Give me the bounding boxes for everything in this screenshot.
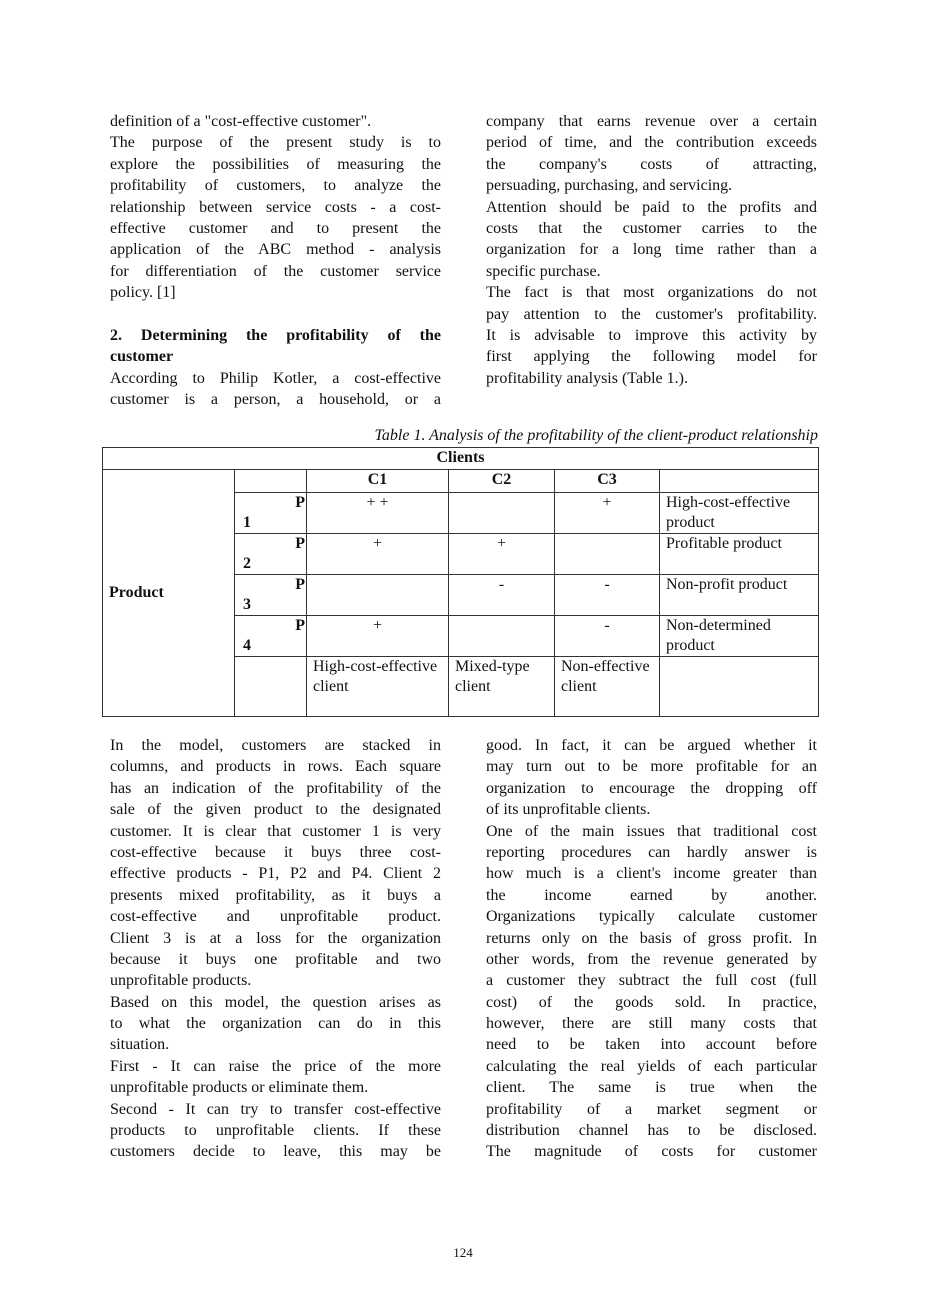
profit-cell	[449, 493, 555, 534]
text-line: customers decide to leave, this may be	[110, 1143, 441, 1161]
client-type: Non-effective client	[555, 657, 660, 717]
text-line: The purpose of the present study is to	[110, 134, 441, 152]
paragraph	[110, 1056, 441, 1099]
text-line: pay attention to the customer's profitability.	[486, 305, 817, 323]
text-line: reporting procedures can hardly answer is	[486, 843, 817, 861]
text-line: has an indication of the profitability of the	[110, 779, 441, 797]
text-line: Second - It can try to transfer cost-effective	[110, 1100, 441, 1118]
text-line: profitability of a market segment or	[486, 1100, 817, 1118]
client-col-header: C2	[449, 470, 555, 493]
text-line: period of time, and the contribution exceeds	[486, 134, 817, 152]
text-line: columns, and products in rows. Each square	[110, 758, 441, 776]
text-line: Based on this model, the question arises as	[110, 993, 441, 1011]
product-type: High-cost-effective product	[660, 493, 819, 534]
product-label: P 4	[235, 616, 307, 657]
text-line: persuading, purchasing, and servicing.	[486, 177, 733, 195]
text-line: distribution channel has to be disclosed.	[486, 1122, 817, 1140]
text-column-top-right	[486, 111, 817, 389]
product-header: Product	[103, 470, 235, 717]
profit-cell	[449, 616, 555, 657]
text-line: Attention should be paid to the profits and	[486, 198, 817, 216]
text-line: calculating the real yields of each particular	[486, 1057, 817, 1075]
text-line: cost-effective because it buys three cost-	[110, 843, 441, 861]
text-line: unprofitable products.	[110, 972, 252, 990]
text-line: situation.	[110, 1036, 170, 1054]
text-line: policy. [1]	[110, 284, 176, 302]
empty-cell	[660, 657, 819, 717]
clients-header: Clients	[103, 448, 819, 470]
paragraph	[110, 992, 441, 1056]
text-line: client. The same is true when the	[486, 1079, 817, 1097]
empty-cell	[660, 470, 819, 493]
text-line: for differentiation of the customer service	[110, 262, 441, 280]
paragraph	[110, 111, 441, 132]
text-line: organization for a long time rather than a	[486, 241, 817, 259]
text-line: of its unprofitable clients.	[486, 801, 651, 819]
text-line: how much is a client's income greater than	[486, 865, 817, 883]
profit-cell	[555, 534, 660, 575]
text-line: products to unprofitable clients. If these	[110, 1122, 441, 1140]
client-type: Mixed-type client	[449, 657, 555, 717]
text-column-top-left	[110, 111, 441, 410]
text-line: explore the possibilities of measuring the	[110, 155, 441, 173]
text-line: relationship between service costs - a cost-	[110, 198, 441, 216]
product-type: Non-determined product	[660, 616, 819, 657]
text-line: company that earns revenue over a certain	[486, 113, 817, 130]
text-line: According to Philip Kotler, a cost-effective	[110, 369, 441, 387]
text-column-bottom-left	[110, 735, 441, 1163]
text-line: need to be taken into account before	[486, 1036, 817, 1054]
product-label: P 1	[235, 493, 307, 534]
text-line: The magnitude of costs for customer	[486, 1143, 817, 1161]
profitability-table	[102, 447, 819, 717]
profit-cell: +	[307, 616, 449, 657]
text-line: customer. It is clear that customer 1 is very	[110, 822, 441, 840]
table-caption: Table 1. Analysis of the profitability of the client-product relationship	[374, 427, 818, 444]
text-line: costs that the customer carries to the	[486, 219, 817, 237]
section-heading	[110, 325, 441, 368]
product-label: P 3	[235, 575, 307, 616]
paragraph	[486, 282, 817, 389]
empty-cell	[235, 657, 307, 717]
client-type: High-cost-effective client	[307, 657, 449, 717]
text-line: first applying the following model for	[486, 348, 817, 366]
profit-cell: +	[555, 493, 660, 534]
text-line: the company's costs of attracting,	[486, 155, 817, 173]
profit-cell: -	[449, 575, 555, 616]
paragraph	[110, 368, 441, 411]
text-line: Organizations typically calculate customer	[486, 908, 817, 926]
text-column-bottom-right	[486, 735, 817, 1163]
text-line: specific purchase.	[486, 262, 601, 280]
text-line: to what the organization can do in this	[110, 1015, 441, 1033]
profit-cell: -	[555, 616, 660, 657]
paragraph-gap	[110, 304, 441, 325]
product-type: Non-profit product	[660, 575, 819, 616]
text-line: because it buys one profitable and two	[110, 950, 441, 968]
text-line: application of the ABC method - analysis	[110, 241, 441, 259]
profit-cell: +	[307, 534, 449, 575]
text-line: profitability of customers, to analyze the	[110, 177, 441, 195]
text-line: customer	[110, 348, 174, 366]
text-line: the income earned by another.	[486, 886, 817, 904]
paragraph	[486, 735, 817, 821]
text-line: The fact is that most organizations do not	[486, 284, 817, 302]
text-line: customer is a person, a household, or a	[110, 391, 441, 409]
profit-cell: + +	[307, 493, 449, 534]
text-line: a customer they subtract the full cost (full	[486, 972, 817, 990]
text-line: In the model, customers are stacked in	[110, 737, 441, 754]
text-line: returns only on the basis of gross profit. In	[486, 929, 817, 947]
paragraph	[486, 821, 817, 1163]
paragraph	[110, 735, 441, 992]
text-line: may turn out to be more profitable for an	[486, 758, 817, 776]
text-line: organization to encourage the dropping off	[486, 779, 817, 797]
text-line: effective products - P1, P2 and P4. Client 2	[110, 865, 441, 883]
profit-cell	[307, 575, 449, 616]
text-line: sale of the given product to the designated	[110, 801, 441, 819]
text-line: One of the main issues that traditional cost	[486, 822, 817, 840]
text-line: cost) of the goods sold. In practice,	[486, 993, 817, 1011]
profit-cell: +	[449, 534, 555, 575]
text-line: cost-effective and unprofitable product.	[110, 908, 441, 926]
paragraph	[110, 1099, 441, 1163]
product-label: P 2	[235, 534, 307, 575]
empty-cell	[235, 470, 307, 493]
text-line: definition of a "cost-effective customer".	[110, 113, 372, 130]
client-col-header: C1	[307, 470, 449, 493]
client-col-header: C3	[555, 470, 660, 493]
profit-cell: -	[555, 575, 660, 616]
text-line: effective customer and to present the	[110, 219, 441, 237]
paragraph	[486, 111, 817, 197]
page-number: 124	[453, 1245, 473, 1260]
text-line: 2. Determining the profitability of the	[110, 326, 441, 344]
text-line: It is advisable to improve this activity by	[486, 326, 817, 344]
text-line: other words, from the revenue generated by	[486, 950, 817, 968]
paragraph	[486, 197, 817, 283]
text-line: however, there are still many costs that	[486, 1015, 817, 1033]
text-line: First - It can raise the price of the more	[110, 1057, 441, 1075]
text-line: Client 3 is at a loss for the organization	[110, 929, 441, 947]
paragraph	[110, 132, 441, 303]
text-line: good. In fact, it can be argued whether it	[486, 737, 817, 754]
text-line: presents mixed profitability, as it buys a	[110, 886, 441, 904]
product-type: Profitable product	[660, 534, 819, 575]
text-line: profitability analysis (Table 1.).	[486, 369, 688, 387]
text-line: unprofitable products or eliminate them.	[110, 1079, 369, 1097]
